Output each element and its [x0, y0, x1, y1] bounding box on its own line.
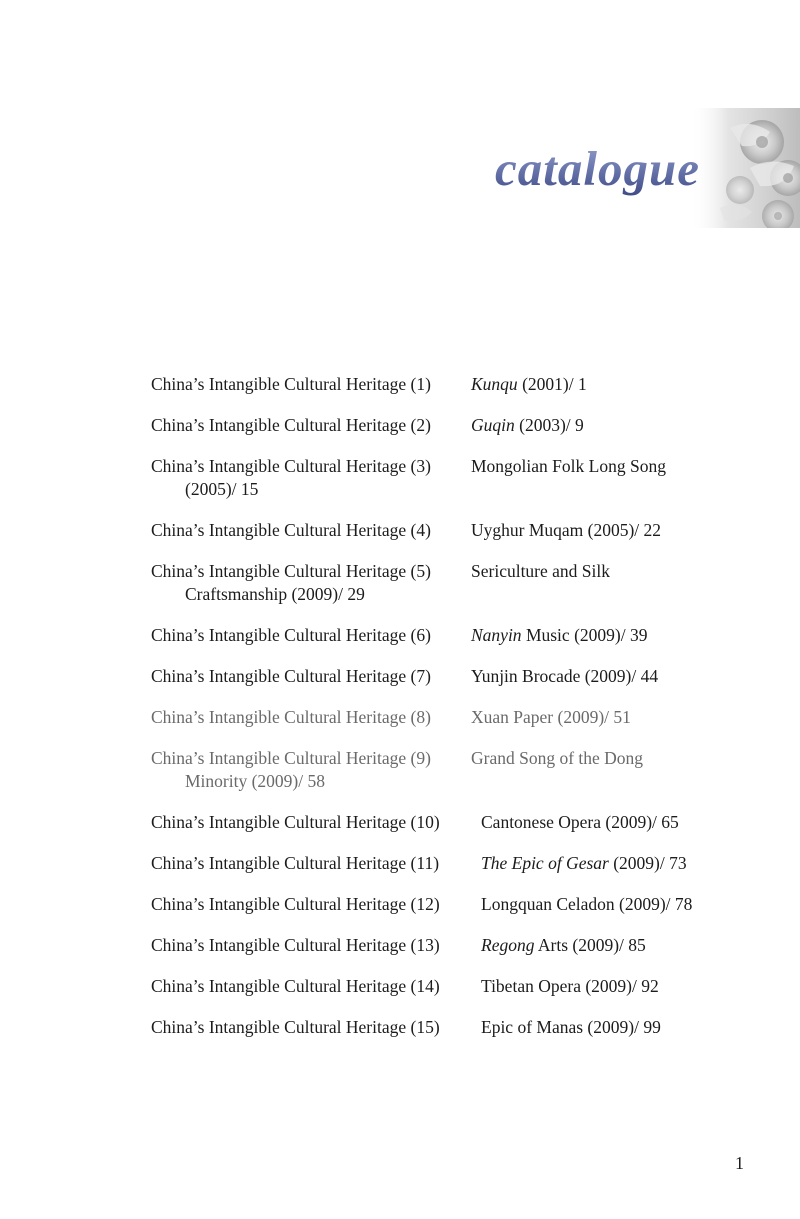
toc-title	[481, 975, 659, 998]
toc-title-post: Music (2009)/ 39	[521, 625, 648, 645]
toc-continuation: Minority (2009)/ 58	[185, 771, 325, 791]
toc-series-label: China’s Intangible Cultural Heritage (3)	[151, 456, 431, 476]
toc-continuation: (2005)/ 15	[185, 479, 259, 499]
toc-title-italic: Nanyin	[471, 625, 522, 645]
toc-title-pre: Tibetan Opera (2009)/ 92	[481, 976, 659, 996]
page-number: 1	[735, 1153, 744, 1173]
toc-title-italic: Regong	[481, 935, 535, 955]
toc-entry-8[interactable]	[151, 706, 761, 729]
toc-entry-6[interactable]	[151, 624, 761, 647]
toc-entry-3[interactable]	[151, 455, 761, 501]
toc-entry-11[interactable]	[151, 852, 761, 875]
toc-series-label: China’s Intangible Cultural Heritage (11)	[151, 853, 440, 873]
toc-series-label: China’s Intangible Cultural Heritage (8)	[151, 707, 431, 727]
toc-series-label: China’s Intangible Cultural Heritage (2)	[151, 415, 431, 435]
toc-line	[151, 934, 761, 957]
toc-title-post: (2003)/ 9	[514, 415, 584, 435]
toc-title-post: (2001)/ 1	[517, 374, 587, 394]
toc-title	[481, 852, 687, 875]
toc-title-post: Arts (2009)/ 85	[534, 935, 646, 955]
toc-line	[151, 747, 761, 770]
toc-line	[151, 1016, 761, 1039]
toc-series-label: China’s Intangible Cultural Heritage (12)	[151, 894, 440, 914]
toc-title	[471, 624, 647, 647]
toc-title-italic: The Epic of Gesar	[481, 853, 609, 873]
toc-line	[151, 414, 761, 437]
toc-series-label: China’s Intangible Cultural Heritage (9)	[151, 748, 431, 768]
toc-title-post: (2009)/ 73	[608, 853, 687, 873]
toc-series-label: China’s Intangible Cultural Heritage (10)	[151, 812, 440, 832]
toc-line	[151, 624, 761, 647]
toc-entry-12[interactable]	[151, 893, 761, 916]
table-of-contents	[151, 373, 761, 1057]
toc-entry-7[interactable]	[151, 665, 761, 688]
toc-title-italic: Guqin	[471, 415, 515, 435]
toc-entry-15[interactable]	[151, 1016, 761, 1039]
toc-title	[481, 1016, 661, 1039]
toc-title	[471, 706, 631, 729]
toc-title	[471, 455, 666, 478]
toc-continuation: Craftsmanship (2009)/ 29	[185, 584, 365, 604]
toc-line	[151, 852, 761, 875]
toc-title-pre: Longquan Celadon (2009)/ 78	[481, 894, 693, 914]
toc-title-pre: Yunjin Brocade (2009)/ 44	[471, 666, 659, 686]
toc-entry-2[interactable]	[151, 414, 761, 437]
toc-line	[151, 455, 761, 478]
toc-title	[471, 665, 658, 688]
toc-title-pre: Epic of Manas (2009)/ 99	[481, 1017, 661, 1037]
toc-series-label: China’s Intangible Cultural Heritage (6)	[151, 625, 431, 645]
toc-line	[151, 893, 761, 916]
toc-title-italic: Kunqu	[471, 374, 518, 394]
toc-line	[151, 665, 761, 688]
toc-line	[151, 811, 761, 834]
toc-entry-5[interactable]	[151, 560, 761, 606]
toc-title-pre: Xuan Paper (2009)/ 51	[471, 707, 631, 727]
toc-title	[471, 747, 643, 770]
toc-series-label: China’s Intangible Cultural Heritage (5)	[151, 561, 431, 581]
toc-line	[151, 519, 761, 542]
toc-series-label: China’s Intangible Cultural Heritage (1)	[151, 374, 431, 394]
page-title: catalogue	[495, 141, 700, 196]
toc-title	[481, 893, 692, 916]
toc-entry-13[interactable]	[151, 934, 761, 957]
toc-series-label: China’s Intangible Cultural Heritage (4)	[151, 520, 431, 540]
toc-series-label: China’s Intangible Cultural Heritage (7)	[151, 666, 431, 686]
toc-title	[471, 373, 587, 396]
toc-series-label: China’s Intangible Cultural Heritage (13)	[151, 935, 440, 955]
toc-series-label: China’s Intangible Cultural Heritage (14)	[151, 976, 440, 996]
toc-title	[481, 811, 679, 834]
toc-title-pre: Cantonese Opera (2009)/ 65	[481, 812, 679, 832]
decorative-floral-pattern	[690, 108, 800, 228]
toc-title-pre: Grand Song of the Dong	[471, 748, 644, 768]
toc-title-pre: Mongolian Folk Long Song	[471, 456, 666, 476]
toc-title	[471, 560, 610, 583]
toc-line	[151, 975, 761, 998]
toc-line	[151, 373, 761, 396]
toc-title-pre: Sericulture and Silk	[471, 561, 611, 581]
toc-title	[481, 934, 646, 957]
toc-entry-4[interactable]	[151, 519, 761, 542]
toc-entry-14[interactable]	[151, 975, 761, 998]
toc-entry-1[interactable]	[151, 373, 761, 396]
toc-line	[151, 560, 761, 583]
toc-title	[471, 519, 661, 542]
toc-line	[151, 706, 761, 729]
toc-series-label: China’s Intangible Cultural Heritage (15)	[151, 1017, 440, 1037]
toc-entry-10[interactable]	[151, 811, 761, 834]
toc-title	[471, 414, 584, 437]
toc-entry-9[interactable]	[151, 747, 761, 793]
toc-title-pre: Uyghur Muqam (2005)/ 22	[471, 520, 662, 540]
